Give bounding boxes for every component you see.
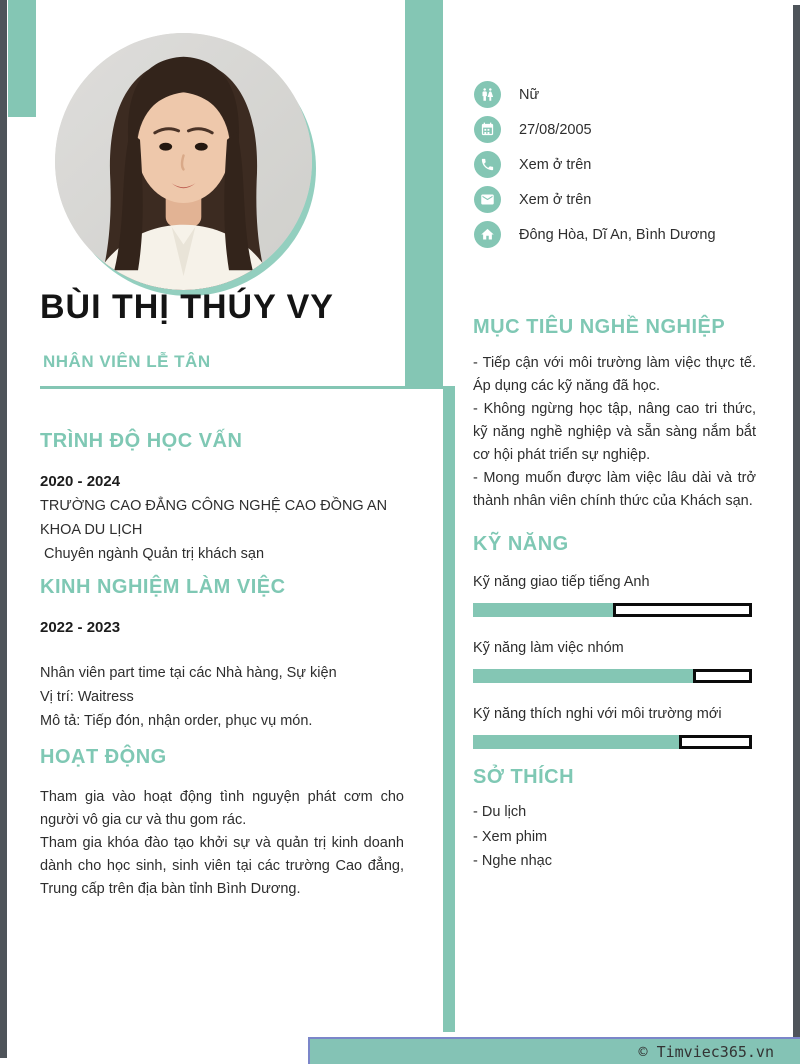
job-title: NHÂN VIÊN LỄ TÂN xyxy=(43,352,211,371)
education-heading: TRÌNH ĐỘ HỌC VẤN xyxy=(40,430,243,452)
objective-paragraph: - Không ngừng học tập, nâng cao tri thức, kỹ năng nghề nghiệp và sẵn sàng nắm bắt cơ hội phát triển sự nghiệp. xyxy=(473,401,756,463)
contact-email: Xem ở trên xyxy=(519,191,592,208)
footer-credit xyxy=(308,1037,800,1064)
education-faculty: KHOA DU LỊCH xyxy=(40,522,143,538)
experience-role: Nhân viên part time tại các Nhà hàng, Sự kiện xyxy=(40,665,337,681)
hobby-item: - Nghe nhạc xyxy=(473,853,552,869)
education-school: TRƯỜNG CAO ĐẲNG CÔNG NGHỆ CAO ĐỒNG AN xyxy=(40,498,388,514)
skill-bar-fill xyxy=(473,735,679,749)
candidate-name: BÙI THỊ THÚY VY xyxy=(40,288,334,326)
hobby-item: - Xem phim xyxy=(473,828,548,845)
skill-item xyxy=(473,572,756,617)
education-major: Chuyên ngành Quản trị khách sạn xyxy=(44,546,265,562)
activities-heading: HOẠT ĐỘNG xyxy=(40,746,167,768)
phone-icon xyxy=(474,151,501,178)
top-left-accent-block xyxy=(8,0,36,117)
title-divider-line xyxy=(40,386,455,389)
column-divider-strip xyxy=(443,387,455,1032)
column-accent-bar xyxy=(405,0,443,389)
portrait-illustration xyxy=(55,33,312,290)
objective-paragraph: - Mong muốn được làm việc lâu dài và trở thành nhân viên chính thức của Khách sạn. xyxy=(473,470,756,509)
objective-paragraph: - Tiếp cận với môi trường làm việc thực tế. Áp dụng các kỹ năng đã học. xyxy=(473,355,756,394)
contact-address: Đông Hòa, Dĩ An, Bình Dương xyxy=(519,226,716,243)
activities-paragraph: Tham gia vào hoạt động tình nguyện phát cơm cho người vô gia cư và thu gom rác. xyxy=(40,789,404,828)
contact-row-gender xyxy=(474,77,774,112)
hobby-item: - Du lịch xyxy=(473,804,527,820)
gender-icon xyxy=(474,81,501,108)
skill-bar-fill xyxy=(473,669,693,683)
contact-row-email xyxy=(474,182,774,217)
home-icon xyxy=(474,221,501,248)
skill-bar xyxy=(473,735,752,749)
skills-heading: KỸ NĂNG xyxy=(473,533,569,555)
skill-item xyxy=(473,704,756,749)
skill-label: Kỹ năng giao tiếp tiếng Anh xyxy=(473,574,650,590)
profile-photo xyxy=(55,33,312,290)
calendar-icon xyxy=(474,116,501,143)
education-period: 2020 - 2024 xyxy=(40,473,121,490)
contact-row-phone xyxy=(474,147,774,182)
hobbies-heading: SỞ THÍCH xyxy=(473,766,575,788)
activities-paragraph: Tham gia khóa đào tạo khởi sự và quản trị kinh doanh dành cho học sinh, sinh viên tại các trường Cao đẳng, Trung cấp trên địa bàn tỉnh Bình Dương. xyxy=(40,835,404,897)
contact-block xyxy=(474,77,774,252)
experience-description: Mô tả: Tiếp đón, nhận order, phục vụ món. xyxy=(40,713,313,729)
experience-position: Vị trí: Waitress xyxy=(40,689,134,705)
email-icon xyxy=(474,186,501,213)
objective-heading: MỤC TIÊU NGHỀ NGHIỆP xyxy=(473,316,726,338)
skill-label: Kỹ năng làm việc nhóm xyxy=(473,640,624,656)
left-edge-bar xyxy=(0,0,7,1058)
contact-phone: Xem ở trên xyxy=(519,156,592,173)
contact-row-birthday xyxy=(474,112,774,147)
skill-item xyxy=(473,638,756,683)
contact-birthday: 27/08/2005 xyxy=(519,121,592,138)
experience-heading: KINH NGHIỆM LÀM VIỆC xyxy=(40,576,286,598)
contact-gender: Nữ xyxy=(519,86,540,103)
skill-bar-track xyxy=(679,735,752,749)
skill-bar-track xyxy=(693,669,752,683)
skill-bar xyxy=(473,603,752,617)
footer-credit-text: © Timviec365.vn xyxy=(638,1042,774,1061)
skill-label: Kỹ năng thích nghi với môi trường mới xyxy=(473,706,722,722)
skill-bar-track xyxy=(613,603,753,617)
contact-row-address xyxy=(474,217,774,252)
skill-bar-fill xyxy=(473,603,613,617)
skill-bar xyxy=(473,669,752,683)
right-edge-bar xyxy=(793,5,800,1038)
experience-period: 2022 - 2023 xyxy=(40,619,121,636)
